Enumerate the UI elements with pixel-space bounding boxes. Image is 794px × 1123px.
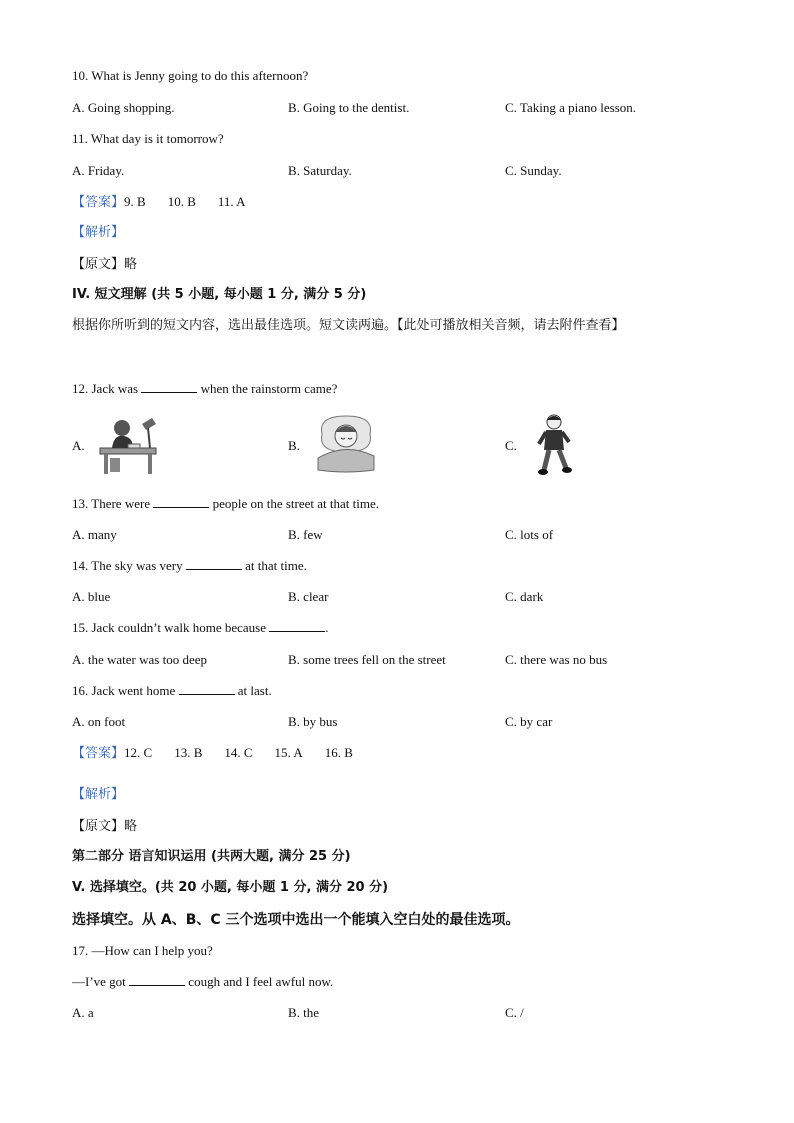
q14-option-b: B. clear [288,589,329,604]
q10-option-b: B. Going to the dentist. [288,100,410,115]
q11-option-b: B. Saturday. [288,163,352,178]
answer-item: 9. B [124,194,146,209]
q14-option-a: A. blue [72,589,111,604]
answer-line-1 [72,194,246,211]
stem-text: 15. Jack couldn’t walk home because [72,620,266,635]
q16-option-c: C. by car [505,714,553,729]
q12-option-a-label: A. [72,438,85,453]
question-13-stem [72,496,379,512]
question-11-stem: 11. What day is it tomorrow? [72,131,224,146]
q16-option-a: A. on foot [72,714,126,729]
analysis-tag: 【解析】 [72,225,125,240]
stem-text: at that time. [245,558,307,573]
original-tag: 【原文】 [72,819,125,834]
q14-option-c: C. dark [505,589,544,604]
analysis-tag: 【解析】 [72,787,125,802]
question-17-stem: 17. —How can I help you? [72,943,213,958]
question-10-stem: 10. What is Jenny going to do this afternoon? [72,68,309,83]
part-2-title: 第二部分 语言知识运用 (共两大题, 满分 25 分) [72,849,351,864]
section-5-instruction: 选择填空。从 A、B、C 三个选项中选出一个能填入空白处的最佳选项。 [72,912,520,928]
answer-item: 12. C [124,745,153,760]
answer-item: 16. B [324,745,353,760]
q17-option-b: B. the [288,1005,320,1020]
original-line-1 [72,256,137,273]
question-16-stem [72,683,272,699]
q17-option-a: A. a [72,1005,94,1020]
q13-option-a: A. many [72,527,117,542]
answer-item: 15. A [274,745,303,760]
answer-tag: 【答案】 [72,195,125,210]
sleeping-boy-image [316,412,376,478]
question-12-stem [72,381,337,397]
answer-blank [129,974,185,986]
q13-option-c: C. lots of [505,527,554,542]
section-5-title: V. 选择填空。(共 20 小题, 每小题 1 分, 满分 20 分) [72,880,389,895]
answer-blank [186,558,242,570]
original-text: 略 [124,257,138,272]
q13-option-b: B. few [288,527,323,542]
answer-blank [269,620,325,632]
stem-text: . [325,620,329,635]
section-4-title: IV. 短文理解 (共 5 小题, 每小题 1 分, 满分 5 分) [72,287,367,302]
q11-option-a: A. Friday. [72,163,125,178]
answer-item: 13. B [174,745,203,760]
q10-option-a: A. Going shopping. [72,100,175,115]
walking-boy-image [534,412,574,480]
original-tag: 【原文】 [72,257,125,272]
q15-option-a: A. the water was too deep [72,652,208,667]
q15-option-b: B. some trees fell on the street [288,652,446,667]
q11-option-c: C. Sunday. [505,163,562,178]
answer-blank [141,381,197,393]
original-line-2 [72,818,137,835]
answer-item: 11. A [217,194,246,209]
stem-text: 14. The sky was very [72,558,183,573]
question-15-stem [72,620,328,636]
answer-item: 10. B [167,194,196,209]
question-17-line-2 [72,974,333,990]
stem-text: when the rainstorm came? [200,381,338,396]
q17-option-c: C. / [505,1005,524,1020]
stem-text: 12. Jack was [72,381,139,396]
stem-text: at last. [237,683,272,698]
q15-option-c: C. there was no bus [505,652,608,667]
q12-option-c-label: C. [505,438,517,453]
stem-text: 16. Jack went home [72,683,176,698]
answer-tag: 【答案】 [72,746,125,761]
stem-text: 13. There were [72,496,151,511]
original-text: 略 [124,819,138,834]
answer-line-2 [72,745,353,762]
answer-blank [179,683,235,695]
answer-blank [153,496,209,508]
stem-text: cough and I feel awful now. [188,974,334,989]
studying-student-image [98,414,160,480]
q16-option-b: B. by bus [288,714,338,729]
q10-option-c: C. Taking a piano lesson. [505,100,637,115]
section-4-instruction: 根据你所听到的短文内容，选出最佳选项。短文读两遍。【此处可播放相关音频，请去附件查看】 [72,318,625,333]
answer-item: 14. C [224,745,253,760]
question-14-stem [72,558,307,574]
stem-text: —I’ve got [72,974,126,989]
stem-text: people on the street at that time. [212,496,380,511]
q12-option-b-label: B. [288,438,300,453]
